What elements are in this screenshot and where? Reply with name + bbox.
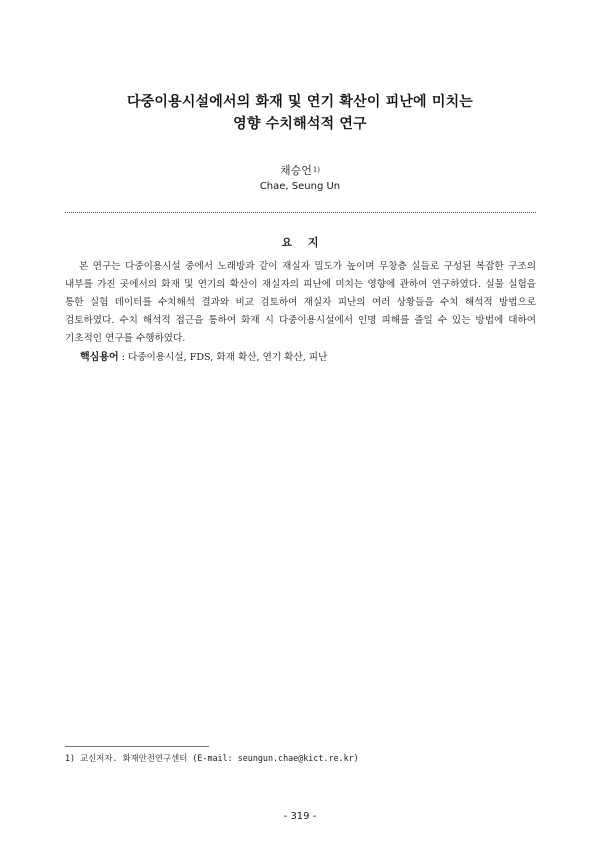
- keywords-label: 핵심용어: [80, 352, 119, 363]
- author-name-korean: 채승언: [279, 164, 312, 177]
- abstract-heading: 요 지: [281, 236, 319, 249]
- footnote: 1) 교신저자. 화재안전연구센터 (E-mail: seungun.chae@kict.re.kr): [65, 753, 359, 763]
- author-korean: [0, 164, 600, 178]
- section-divider: [65, 212, 536, 213]
- page-number: - 319 -: [283, 811, 317, 822]
- author-footnote-mark: 1): [312, 166, 321, 174]
- keywords-separator: :: [118, 352, 128, 363]
- keywords: [80, 351, 327, 365]
- footnote-rule: [65, 746, 209, 747]
- keywords-list: 다중이용시설, FDS, 화재 확산, 연기 확산, 피난: [127, 352, 328, 363]
- abstract-body: 본 연구는 다중이용시설 중에서 노래방과 같이 재실자 밀도가 높이며 무창층 실들로 구성된 복잡한 구조의 내부를 가진 곳에서의 화재 및 연기의 확산이 재실자의 피난에 미치는 영향에 관하여 연구하였다. 실물 실험을 통한 실험 데이터를 수치해석 결과와 비교 검토하여 재실자 피난의 여러 상황들을 수치 해석적 방법으로 검토하였다. 수치 해석적 접근을 통하여 화재 시 다중이용시설에서 인명 피해를 줄일 수 있는 방법에 대하여 기초적인 연구를 수행하였다.: [65, 261, 536, 344]
- paper-title-line-2: 영향 수치해석적 연구: [233, 116, 367, 132]
- author-english: Chae, Seung Un: [259, 181, 341, 192]
- paper-title-line-1: 다중이용시설에서의 화재 및 연기 확산이 피난에 미치는: [126, 94, 474, 110]
